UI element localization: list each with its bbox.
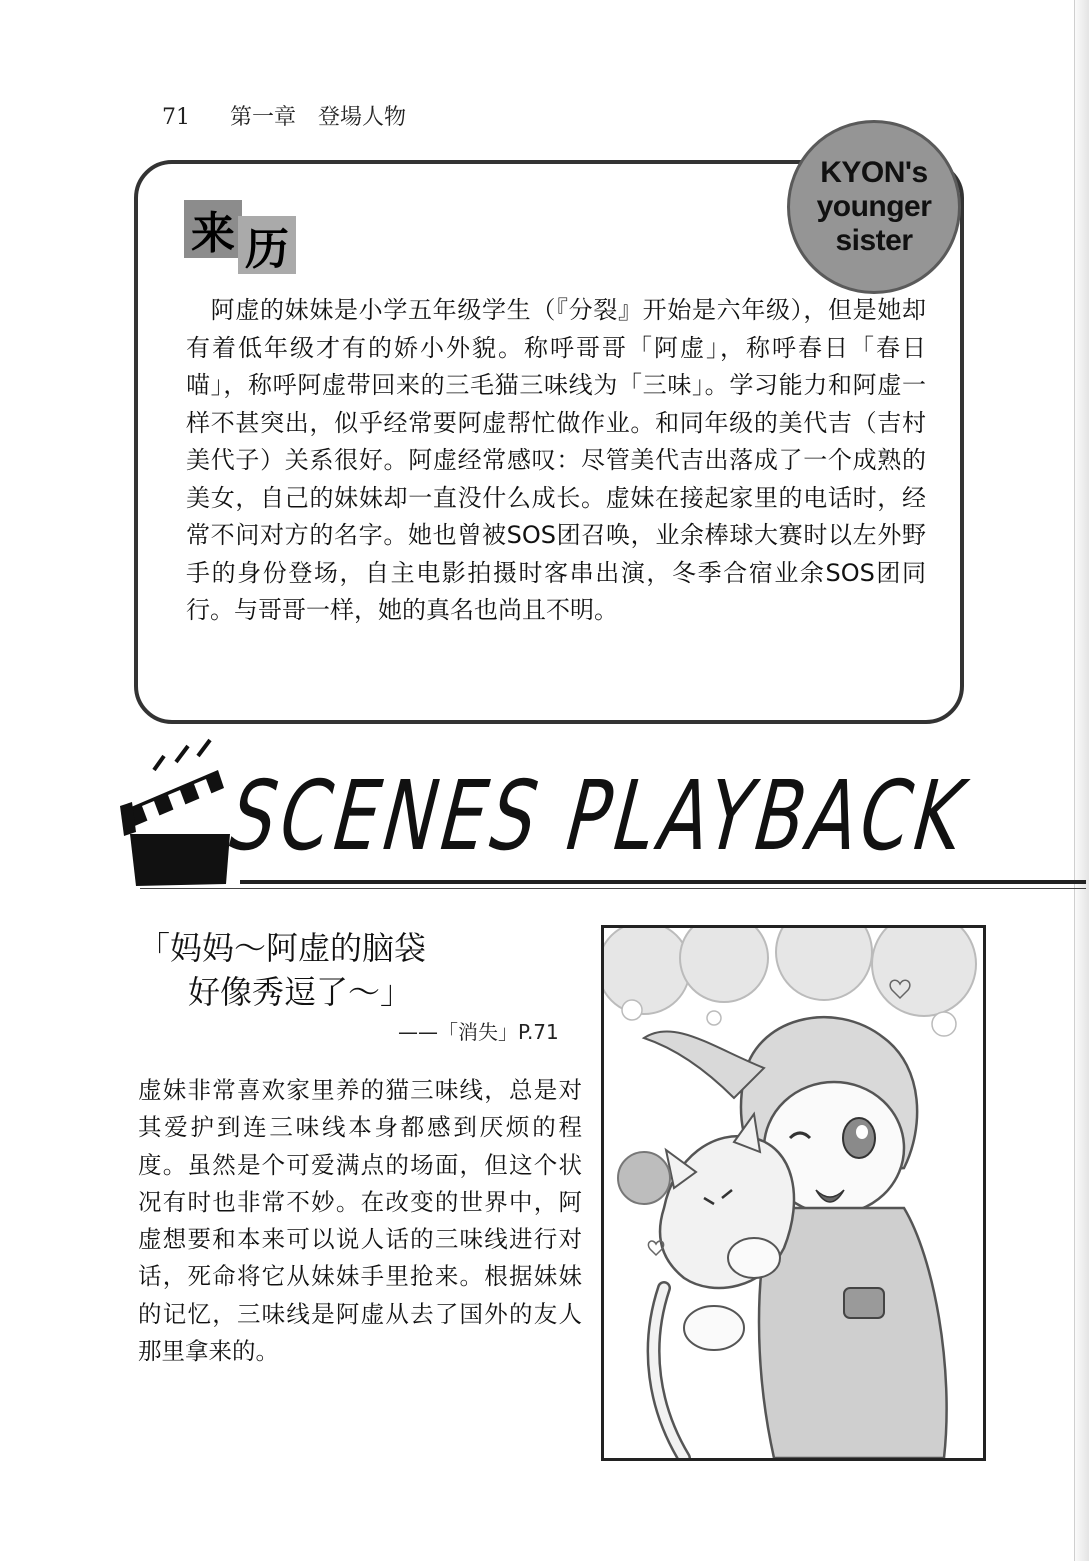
scene-description: 虚妹非常喜欢家里养的猫三味线，总是对其爱护到连三味线本身都感到厌烦的程度。虽然是个可爱满点的场面，但这个状况有时也非常不妙。在改变的世界中，阿虚想要和本来可以说人话的三味线进行对话，死命将它从妹妹手里抢来。根据妹妹的记忆，三味线是阿虚从去了国外的友人那里拿来的。: [138, 1076, 582, 1366]
page-number: 71: [162, 105, 190, 130]
section-divider: [240, 880, 1086, 884]
profile-heading: [184, 200, 304, 280]
badge-line-3: sister: [835, 224, 913, 257]
quote-source: ——「消失」P.71: [398, 1020, 559, 1044]
character-badge: [787, 120, 961, 294]
scenes-playback-title: SCENES PLAYBACK: [217, 760, 981, 872]
badge-line-2: younger: [816, 190, 932, 223]
page-edge: [1074, 0, 1089, 1561]
section-label: 登場人物: [318, 105, 407, 130]
page-header: [162, 100, 406, 131]
badge-line-1: KYON's: [820, 156, 928, 189]
chapter-label: 第一章: [230, 105, 297, 130]
quote-line-1: 「妈妈～阿虚的脑袋: [138, 929, 427, 967]
heading-char-1: 来: [184, 200, 242, 258]
section-divider-thin: [140, 888, 1086, 889]
heading-char-2: 历: [238, 216, 296, 274]
quote-line-2: 好像秀逗了～」: [188, 973, 413, 1011]
character-illustration: [601, 925, 986, 1461]
scene-quote: [138, 926, 426, 1014]
profile-bio: 阿虚的妹妹是小学五年级学生（『分裂』开始是六年级），但是她却有着低年级才有的娇小外貌。称呼哥哥「阿虚」，称呼春日「春日喵」，称呼阿虚带回来的三毛猫三味线为「三味」。学习能力和阿虚一样不甚突出，似乎经常要阿虚帮忙做作业。和同年级的美代吉（吉村美代子）关系很好。阿虚经常感叹：尽管美代吉出落成了一个成熟的美女，自己的妹妹却一直没什么成长。虚妹在接起家里的电话时，经常不问对方的名字。她也曾被SOS团召唤，业余棒球大赛时以左外野手的身份登场，自主电影拍摄时客串出演，冬季合宿业余SOS团同行。与哥哥一样，她的真名也尚且不明。: [186, 296, 926, 624]
